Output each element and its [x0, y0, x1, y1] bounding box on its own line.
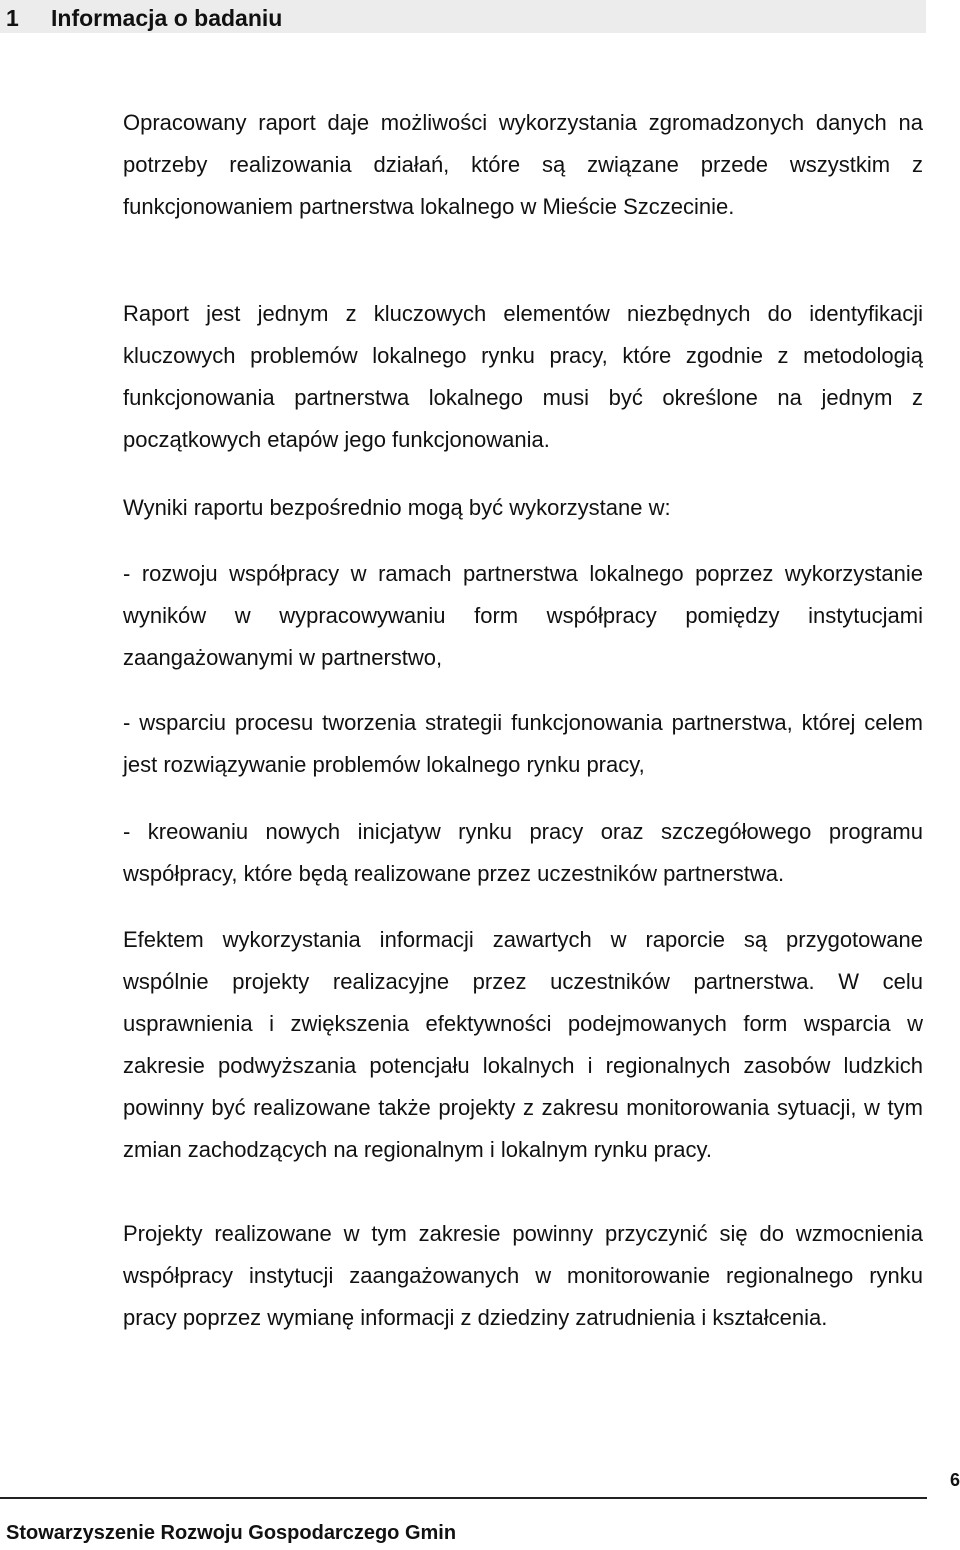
list-item-strategy: - wsparciu procesu tworzenia strategii funkcjonowania partnerstwa, której celem jest rozwiązywanie problemów lokalnego rynku pracy,	[123, 710, 923, 777]
paragraph-intro: Opracowany raport daje możliwości wykorzystania zgromadzonych danych na potrzeby realizowania działań, które są związane przede wszystkim z funkcjonowaniem partnerstwa lokalnego w Mieście Szczecinie.	[123, 110, 923, 219]
footer-divider	[0, 1497, 927, 1499]
footer-organization: Stowarzyszenie Rozwoju Gospodarczego Gmin	[6, 1522, 457, 1544]
paragraph-results-usage: Wyniki raportu bezpośrednio mogą być wykorzystane w:	[123, 495, 671, 520]
section-number: 1	[6, 5, 19, 31]
section-title: Informacja o badaniu	[51, 5, 283, 31]
paragraph-effects: Efektem wykorzystania informacji zawartych w raporcie są przygotowane wspólnie projekty realizacyjne przez uczestników partnerstwa. W celu usprawnienia i zwiększenia efektywności podejmowanych form wsparcia w zakresie podwyższania potencjału lokalnych i regionalnych zasobów ludzkich powinny być realizowane także projekty z zakresu monitorowania sytuacji, w tym zmian zachodzących na regionalnym i lokalnym rynku pracy.	[123, 927, 923, 1162]
page-number: 6	[949, 1470, 960, 1490]
paragraph-report-role: Raport jest jednym z kluczowych elementów niezbędnych do identyfikacji kluczowych problemów lokalnego rynku pracy, które zgodnie z metodologią funkcjonowania partnerstwa lokalnego musi być określone na jednym z początkowych etapów jego funkcjonowania.	[123, 301, 923, 452]
paragraph-projects: Projekty realizowane w tym zakresie powinny przyczynić się do wzmocnienia współpracy instytucji zaangażowanych w monitorowanie regionalnego rynku pracy poprzez wymianę informacji z dziedziny zatrudnienia i kształcenia.	[123, 1221, 923, 1330]
section-heading	[0, 0, 926, 33]
list-item-cooperation: - rozwoju współpracy w ramach partnerstwa lokalnego poprzez wykorzystanie wyników w wypracowywaniu form współpracy pomiędzy instytucjami zaangażowanymi w partnerstwo,	[123, 561, 923, 670]
list-item-initiatives: - kreowaniu nowych inicjatyw rynku pracy oraz szczegółowego programu współpracy, które będą realizowane przez uczestników partnerstwa.	[123, 819, 923, 886]
